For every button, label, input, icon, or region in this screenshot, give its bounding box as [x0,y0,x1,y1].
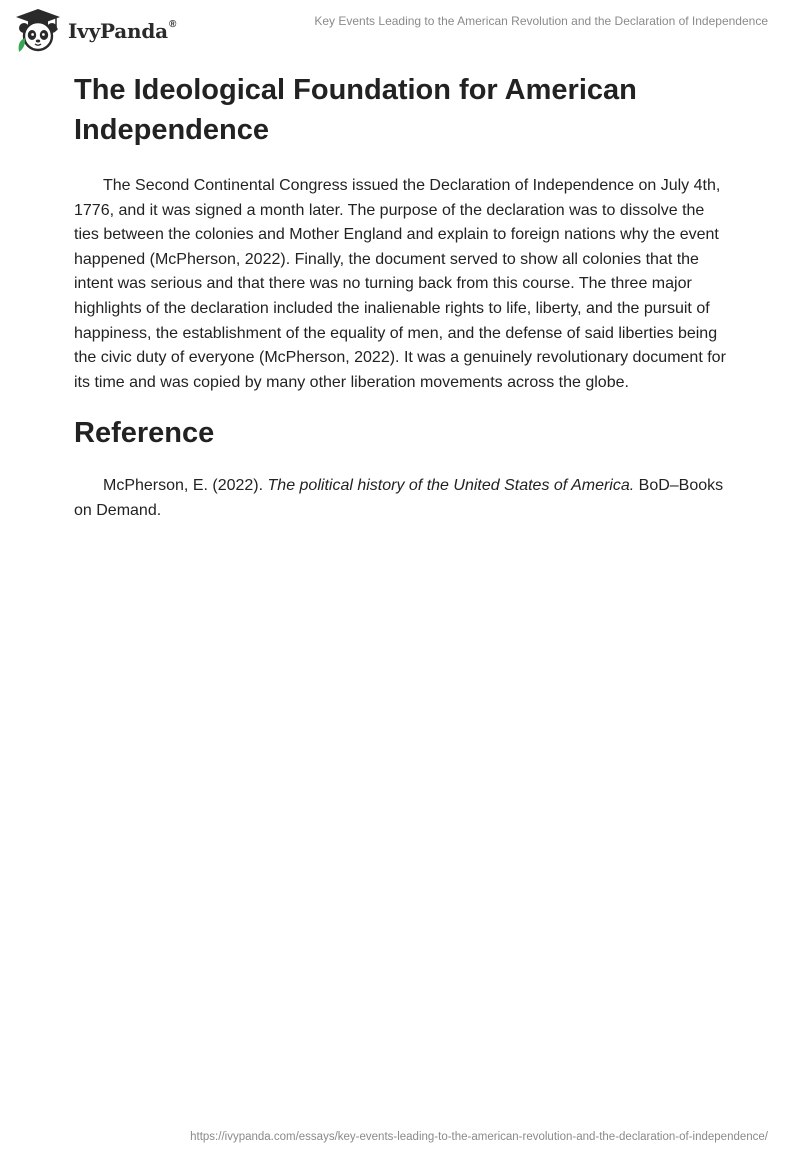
body-paragraph: The Second Continental Congress issued the Declaration of Independence on July 4th, 1776, and it was signed a month later. The purpose of the declaration was to dissolve the ties between the colonies and Mother England and explain to foreign nations why the event happened (McPherson, 2022). Finally, the document served to show all colonies that the intent was serious and that there was no turning back from this course. The three major highlights of the declaration included the inalienable rights to life, liberty, and the pursuit of happiness, the establishment of the equality of men, and the defense of said liberties being the civic duty of everyone (McPherson, 2022). It was a genuinely revolutionary document for its time and was copied by many other liberation movements across the globe. [74,177,726,391]
brand-name: IvyPanda® [68,19,177,43]
reference-author-year: McPherson, E. (2022). [103,477,268,495]
reference-heading: Reference [74,417,215,450]
page-header [0,0,800,60]
footer-url[interactable]: https://ivypanda.com/essays/key-events-leading-to-the-american-revolution-and-the-declaration-of-independence/ [190,1131,768,1143]
panda-graduate-logo-icon [14,8,62,52]
section-title: The Ideological Foundation for American Independence [74,74,637,146]
brand-logo[interactable] [14,8,176,52]
running-title: Key Events Leading to the American Revolution and the Declaration of Independence [314,14,768,28]
registered-mark: ® [168,19,177,31]
essay-content [74,70,726,523]
reference-work-title: The political history of the United States of America. [267,477,635,495]
reference-entry [74,473,726,523]
reference-publisher: BoD–Books on Demand. [74,477,724,520]
